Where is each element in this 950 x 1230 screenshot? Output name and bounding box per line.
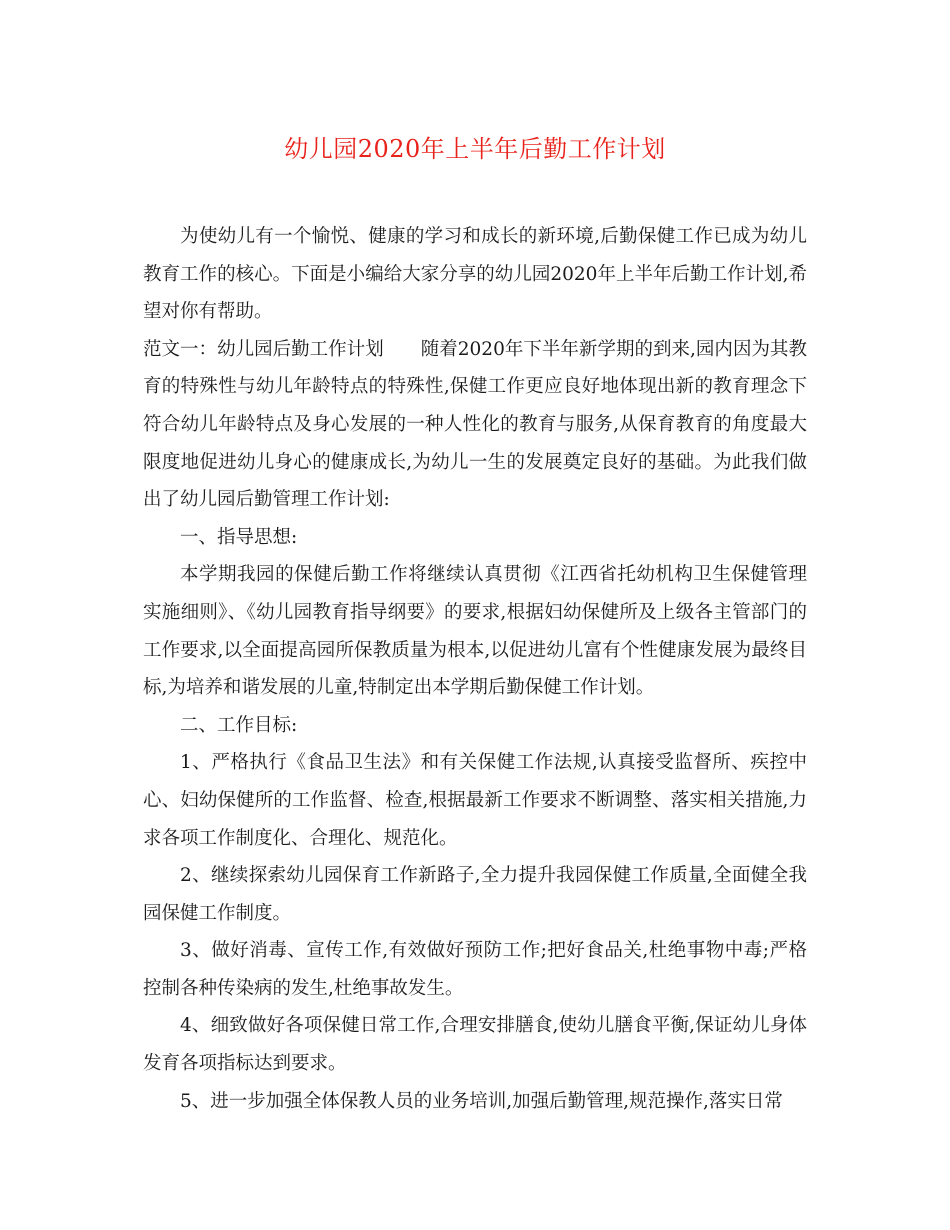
sample-paragraph: 范文一：幼儿园后勤工作计划 随着2020年下半年新学期的到来,园内因为其教育的特殊性与幼儿年龄特点的特殊性,保健工作更应良好地体现出新的教育理念下符合幼儿年龄特点及身心发展的一种人性化的教育与服务,从保育教育的角度最大限度地促进幼儿身心的健康成长,为幼儿一生的发展奠定良好的基础。为此我们做出了幼儿园后勤管理工作计划: bbox=[143, 338, 807, 511]
section-heading-work-goals: 二、工作目标: bbox=[180, 714, 298, 736]
goal-item-1: 1、严格执行《食品卫生法》和有关保健工作法规,认真接受监督所、疾控中心、妇幼保健所的工作监督、检查,根据最新工作要求不断调整、落实相关措施,力求各项工作制度化、合理化、规范化。 bbox=[143, 752, 807, 849]
goal-item-3: 3、做好消毒、宣传工作,有效做好预防工作;把好食品关,杜绝事物中毒;严格控制各种传染病的发生,杜绝事故发生。 bbox=[143, 940, 807, 999]
document-title: 幼儿园2020年上半年后勤工作计划 bbox=[284, 135, 666, 163]
goal-item-4: 4、细致做好各项保健日常工作,合理安排膳食,使幼儿膳食平衡,保证幼儿身体发育各项指标达到要求。 bbox=[143, 1015, 807, 1075]
intro-paragraph: 为使幼儿有一个愉悦、健康的学习和成长的新环境,后勤保健工作已成为幼儿教育工作的核心。下面是小编给大家分享的幼儿园2020年上半年后勤工作计划,希望对你有帮助。 bbox=[143, 226, 807, 323]
goal-item-5: 5、进一步加强全体保教人员的业务培训,加强后勤管理,规范操作,落实日常 bbox=[180, 1090, 783, 1112]
guiding-thought-paragraph: 本学期我园的保健后勤工作将继续认真贯彻《江西省托幼机构卫生保健管理实施细则》、《幼儿园教育指导纲要》的要求,根据妇幼保健所及上级各主管部门的工作要求,以全面提高园所保教质量为根本,以促进幼儿富有个性健康发展为最终目标,为培养和谐发展的儿童,特制定出本学期后勤保健工作计划。 bbox=[143, 564, 807, 699]
goal-item-2: 2、继续探索幼儿园保育工作新路子,全力提升我园保健工作质量,全面健全我园保健工作制度。 bbox=[143, 865, 807, 924]
section-heading-guiding-thought: 一、指导思想: bbox=[180, 526, 298, 548]
document-body bbox=[143, 218, 807, 1120]
